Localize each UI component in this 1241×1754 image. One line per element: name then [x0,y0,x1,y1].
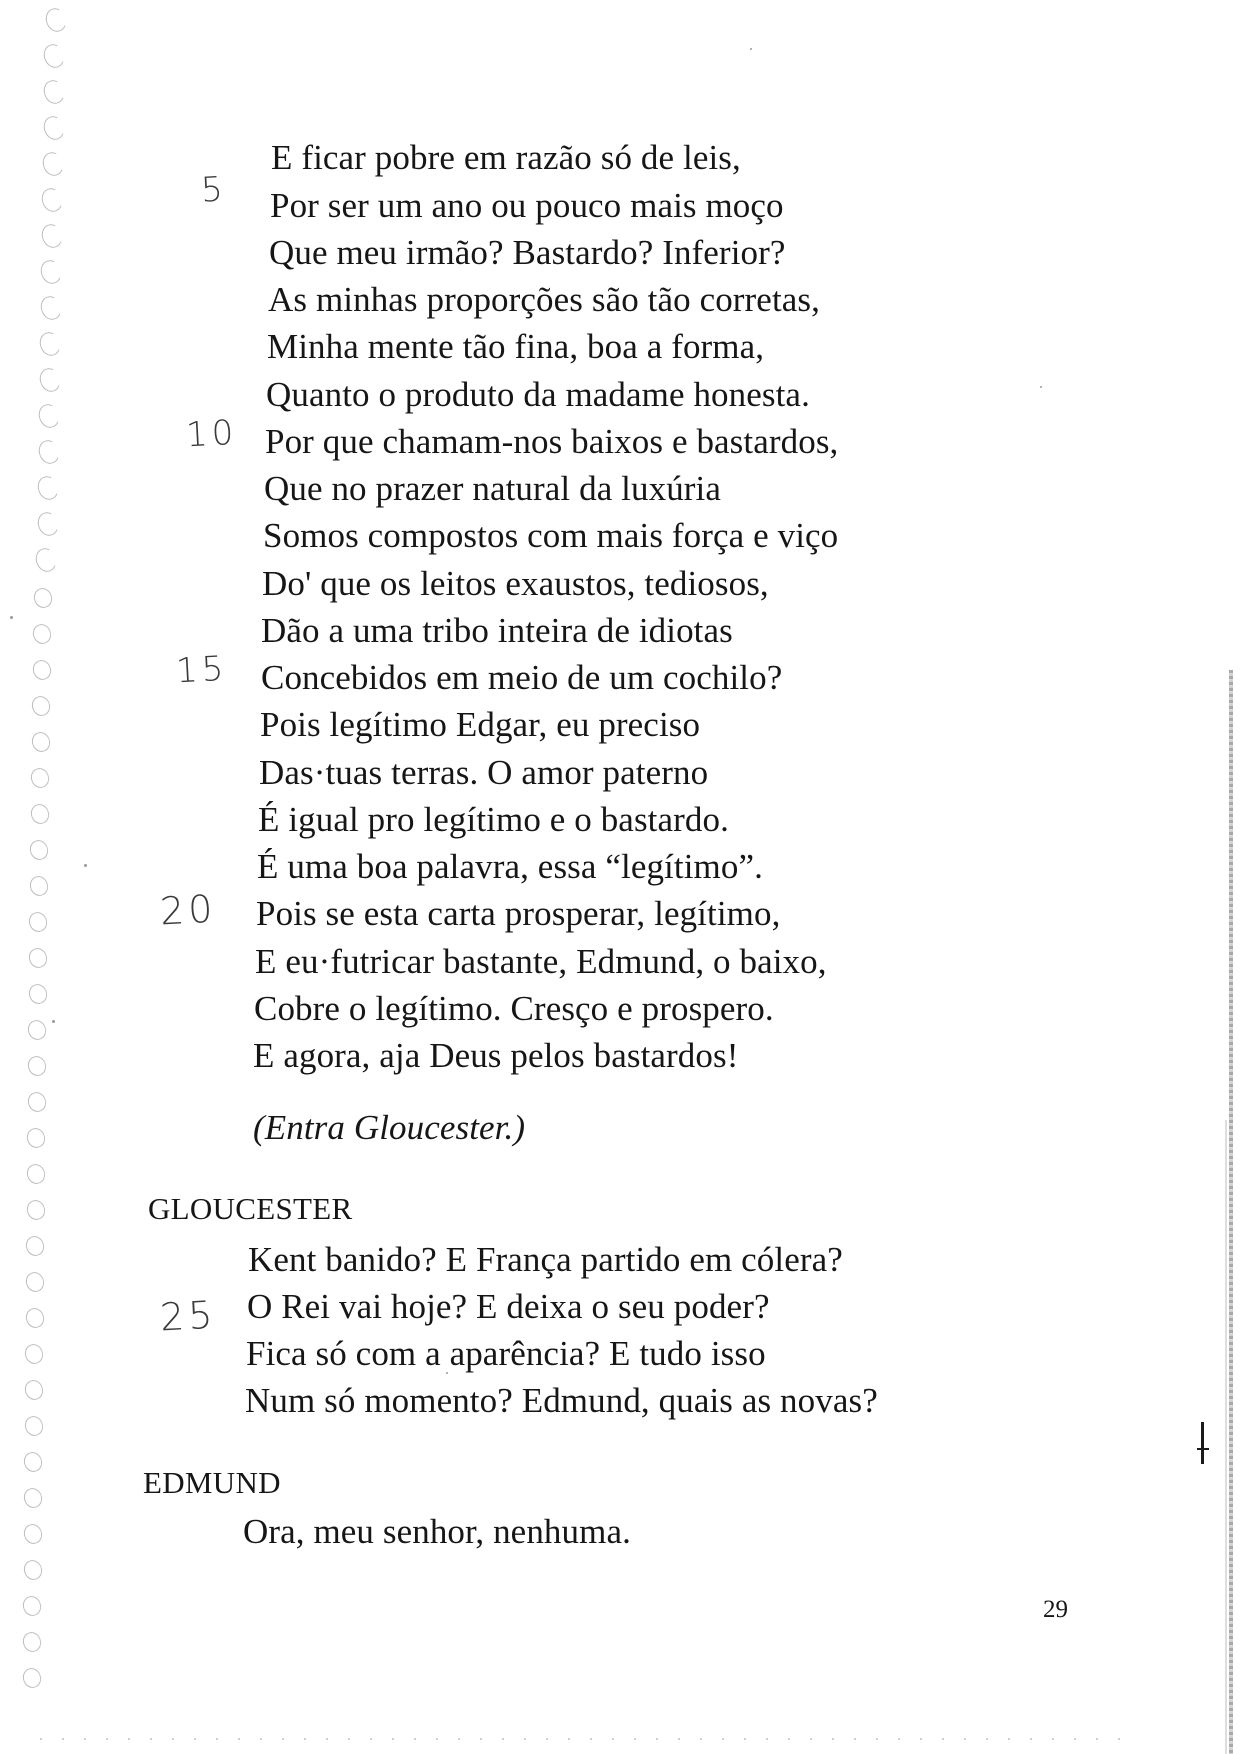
binder-hole [21,1558,45,1583]
binder-hole [30,658,54,683]
verse-line: Pois se esta carta prosperar, legítimo, [256,894,781,933]
binder-hole [22,1414,46,1439]
scan-speck [10,616,13,619]
scan-speck [1040,386,1042,388]
binder-hole [23,1270,47,1295]
binder-hole [24,1126,48,1151]
verse-line: E ficar pobre em razão só de leis, [271,138,741,177]
binder-hole [28,766,52,791]
scan-edge [1229,670,1233,1754]
binder-hole [42,5,69,34]
verse-line: Por que chamam-nos baixos e bastardos, [265,422,839,461]
verse-line: Kent banido? E França partido em cólera? [248,1240,843,1279]
scan-speck [84,864,87,867]
binder-hole [25,1018,49,1043]
speaker-name: EDMUND [143,1465,281,1500]
binder-hole [29,694,53,719]
binder-hole [26,982,50,1007]
binder-hole [21,1522,45,1547]
verse-line: Cobre o legítimo. Cresço e prospero. [254,989,774,1028]
verse-line: É igual pro legítimo e o bastardo. [258,800,729,839]
verse-line: Das·tuas terras. O amor paterno [259,753,709,792]
scan-edge [40,1738,1140,1740]
binder-hole [40,41,67,70]
binder-hole [24,1162,48,1187]
verse-line: O Rei vai hoje? E deixa o seu poder? [247,1287,770,1326]
binder-hole [24,1198,48,1223]
binder-hole [30,622,54,647]
binder-hole [36,365,63,394]
binder-hole [27,874,51,899]
binder-hole [21,1450,45,1475]
page-number: 29 [1043,1596,1068,1623]
binder-hole [35,401,62,430]
binder-holes [16,0,76,1754]
binder-hole [34,509,61,538]
binder-hole [35,437,62,466]
binder-hole [20,1630,44,1655]
binder-hole [38,185,65,214]
binder-hole [23,1234,47,1259]
verse-line: Minha mente tão fina, boa a forma, [267,327,765,366]
scan-speck [52,1020,55,1023]
verse-line: Do' que os leitos exaustos, tediosos, [262,564,769,603]
verse-line: Concebidos em meio de um cochilo? [261,658,783,697]
verse-line: Somos compostos com mais força e viço [263,516,839,555]
line-number-5: 5 [199,169,228,211]
scan-edge [1225,1120,1227,1754]
binder-hole [38,221,65,250]
binder-hole [40,77,67,106]
binder-hole [28,802,52,827]
verse-line: E agora, aja Deus pelos bastardos! [253,1036,739,1075]
margin-mark [1201,1422,1204,1464]
binder-hole [27,838,51,863]
binder-hole [22,1342,46,1367]
binder-hole [31,586,55,611]
verse-line: Dão a uma tribo inteira de idiotas [261,611,733,650]
binder-hole [40,113,67,142]
binder-hole [37,257,64,286]
binder-hole [26,946,50,971]
speaker-name: GLOUCESTER [148,1191,353,1226]
verse-line: Num só momento? Edmund, quais as novas? [245,1381,878,1420]
binder-hole [25,1090,49,1115]
binder-hole [34,473,61,502]
verse-line: Que meu irmão? Bastardo? Inferior? [269,233,786,272]
binder-hole [39,149,66,178]
binder-hole [25,1054,49,1079]
scan-speck [750,48,752,50]
verse-line: É uma boa palavra, essa “legítimo”. [257,847,763,886]
binder-hole [37,293,64,322]
binder-hole [36,329,63,358]
verse-line: Ora, meu senhor, nenhuma. [243,1512,631,1551]
verse-line: Fica só com a aparência? E tudo isso [246,1334,766,1373]
line-number-15: 15 [174,648,229,692]
binder-hole [23,1306,47,1331]
verse-line: Por ser um ano ou pouco mais moço [270,186,784,225]
binder-hole [26,910,50,935]
binder-hole [29,730,53,755]
binder-hole [20,1594,44,1619]
verse-line: Que no prazer natural da luxúria [264,469,722,508]
verse-line: As minhas proporções são tão corretas, [268,280,820,319]
binder-hole [22,1378,46,1403]
verse-line: Pois legítimo Edgar, eu preciso [260,705,701,744]
binder-hole [21,1486,45,1511]
line-number-20: 20 [158,886,218,934]
binder-hole [20,1666,44,1691]
stage-direction: (Entra Gloucester.) [253,1108,526,1147]
line-number-25: 25 [158,1292,218,1340]
margin-mark [1197,1448,1209,1450]
verse-line: E eu·futricar bastante, Edmund, o baixo, [255,942,827,981]
binder-hole [32,545,59,574]
line-number-10: 10 [184,412,239,456]
verse-line: Quanto o produto da madame honesta. [266,375,810,414]
